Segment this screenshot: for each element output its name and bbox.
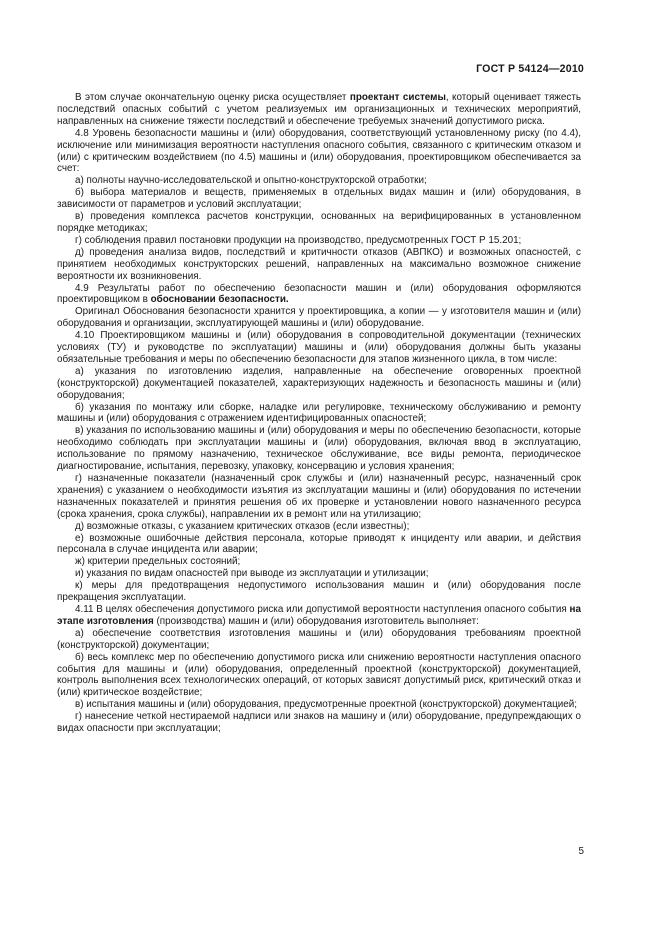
paragraph-text: в) проведения комплекса расчетов конструкции, основанных на верифицированных в установленном порядке методиках; [57,211,581,234]
paragraph [57,211,581,235]
paragraph-text: 4.9 Результаты работ по обеспечению безопасности машин и (или) оборудования оформляются проектировщиком в [57,282,581,306]
standard-header: ГОСТ Р 54124—2010 [476,63,584,75]
paragraph-text: Оригинал Обоснования безопасности хранится у проектировщика, а копии — у изготовителя машин и (или) оборудования и организации, эксплуатирующей машины и (или) оборудование. [57,306,581,330]
paragraph [57,235,581,247]
paragraph-text: б) указания по монтажу или сборке, наладке или регулировке, техническому обслуживанию и ремонту машины и (или) оборудования с отражением идентифицированных опасностей; [57,401,581,425]
paragraph [57,711,581,735]
paragraph-text: , который оценивает тяжесть последствий опасных событий с учетом реализуемых им организационных и технических мероприятий, направленных на снижение тяжести последствий и обеспечение требуемых значений допустимого риска. [57,92,582,127]
paragraph [57,330,581,366]
page-number: 5 [578,846,584,857]
paragraph [57,306,581,330]
paragraph [57,556,581,568]
bold-term: обосновании безопасности. [150,294,289,306]
paragraph-text: а) полноты научно-исследовательской и опытно-конструкторской отработки; [75,175,427,187]
paragraph [57,604,581,628]
paragraph-text: В этом случае окончательную оценку риска осуществляет [75,92,350,103]
paragraph [57,366,581,402]
paragraph-text: г) нанесение четкой нестираемой надписи или знаков на машину и (или) оборудование, предупреждающих о видах опасности при эксплуатации; [57,711,581,735]
paragraph [57,187,581,211]
paragraph-text: 4.8 Уровень безопасности машины и (или) оборудования, соответствующий установленному риску (по 4.4), исключение или минимизация вероятности наступления опасного события, связанного с критическим отказом и (или) с критическим воздействием (по 4.5) машины и (или) оборудования, проектировщиком обеспечивается за счет: [57,127,581,175]
paragraph-text: 4.11 В целях обеспечения допустимого риска или допустимой вероятности наступления опасного события [75,603,570,615]
paragraph-text: (производства) машин и (или) оборудования изготовитель выполняет: [153,615,479,627]
paragraph [57,402,581,426]
paragraph-text: б) весь комплекс мер по обеспечению допустимого риска или снижению вероятности наступления опасного события для машины и (или) оборудования, определенный проектной (конструкторской) документацией, контроль выполнения всех технологических операций, от которых зависят допустимый риск, критический отказ и (или) критическое воздействие; [57,651,581,699]
paragraph [57,425,581,473]
paragraph [57,699,581,711]
paragraph-text: 4.10 Проектировщиком машины и (или) оборудования в сопроводительной документации (технических условиях (ТУ) и руководстве по эксплуатации) машины и (или) оборудования должны быть указаны обязательные требования и меры по обеспечению безопасности для этапов жизненного цикла, в том числе: [57,330,581,365]
paragraph-text: а) обеспечение соответствия изготовления машины и (или) оборудования требованиям проектной (конструкторской) документации; [57,627,581,651]
paragraph [57,568,581,580]
document-body [57,92,581,735]
paragraph-text: б) выбора материалов и веществ, применяемых в отдельных видах машин и (или) оборудования, в зависимости от параметров и условий эксплуатации; [57,187,581,211]
paragraph [57,283,581,307]
paragraph-text: ж) критерии предельных состояний; [75,556,241,568]
paragraph-text: к) меры для предотвращения недопустимого использования машин и (или) оборудования после прекращения эксплуатации. [57,580,581,604]
paragraph [57,128,581,176]
paragraph [57,628,581,652]
paragraph-text: в) испытания машины и (или) оборудования, предусмотренные проектной (конструкторской) документацией; [75,699,578,711]
paragraph-text: д) возможные отказы, с указанием критических отказов (если известны); [75,520,410,532]
paragraph [57,175,581,187]
paragraph [57,652,581,700]
paragraph [57,533,581,557]
paragraph [57,521,581,533]
bold-term: проектант системы [349,92,446,103]
paragraph [57,92,581,128]
paragraph-text: а) указания по изготовлению изделия, направленные на обеспечение оговоренных проектной (конструкторской) документацией показателей, характеризующих надежность и безопасность машины и (или) оборудования; [57,365,581,401]
paragraph-text: д) проведения анализа видов, последствий и критичности отказов (АВПКО) и возможных опасностей, с принятием необходимых конструкторских решений, направленных на максимально возможное снижение вероятности их возникновения. [57,246,581,282]
paragraph [57,473,581,521]
paragraph [57,247,581,283]
bold-term: на этапе изготовления [57,603,581,627]
paragraph [57,580,581,604]
paragraph-text: г) назначенные показатели (назначенный срок службы и (или) назначенный ресурс, назначенный срок хранения) с указанием о необходимости изъятия из эксплуатации машины и (или) оборудования по истечении назначенных показателей и принятия решения об их проверке и установлении нового назначенного ресурса (срока хранения, срока службы), направлении их в ремонт или на утилизацию; [57,473,581,520]
paragraph-text: г) соблюдения правил постановки продукции на производство, предусмотренных ГОСТ Р 15.201; [75,234,522,246]
paragraph-text: е) возможные ошибочные действия персонала, которые приводят к инциденту или аварии, и действия персонала в случае инцидента или аварии; [57,532,581,556]
paragraph-text: в) указания по использованию машины и (или) оборудования и меры по обеспечению безопасности, которые необходимо соблюдать при эксплуатации машины и (или) оборудования, включая ввод в эксплуатацию, использование по прямому назначению, техническое обслуживание, все виды ремонта, периодическое диагностирование, испытания, перевозку, упаковку, консервацию и условия хранения; [57,425,581,473]
paragraph-text: и) указания по видам опасностей при выводе из эксплуатации и утилизации; [75,568,429,580]
